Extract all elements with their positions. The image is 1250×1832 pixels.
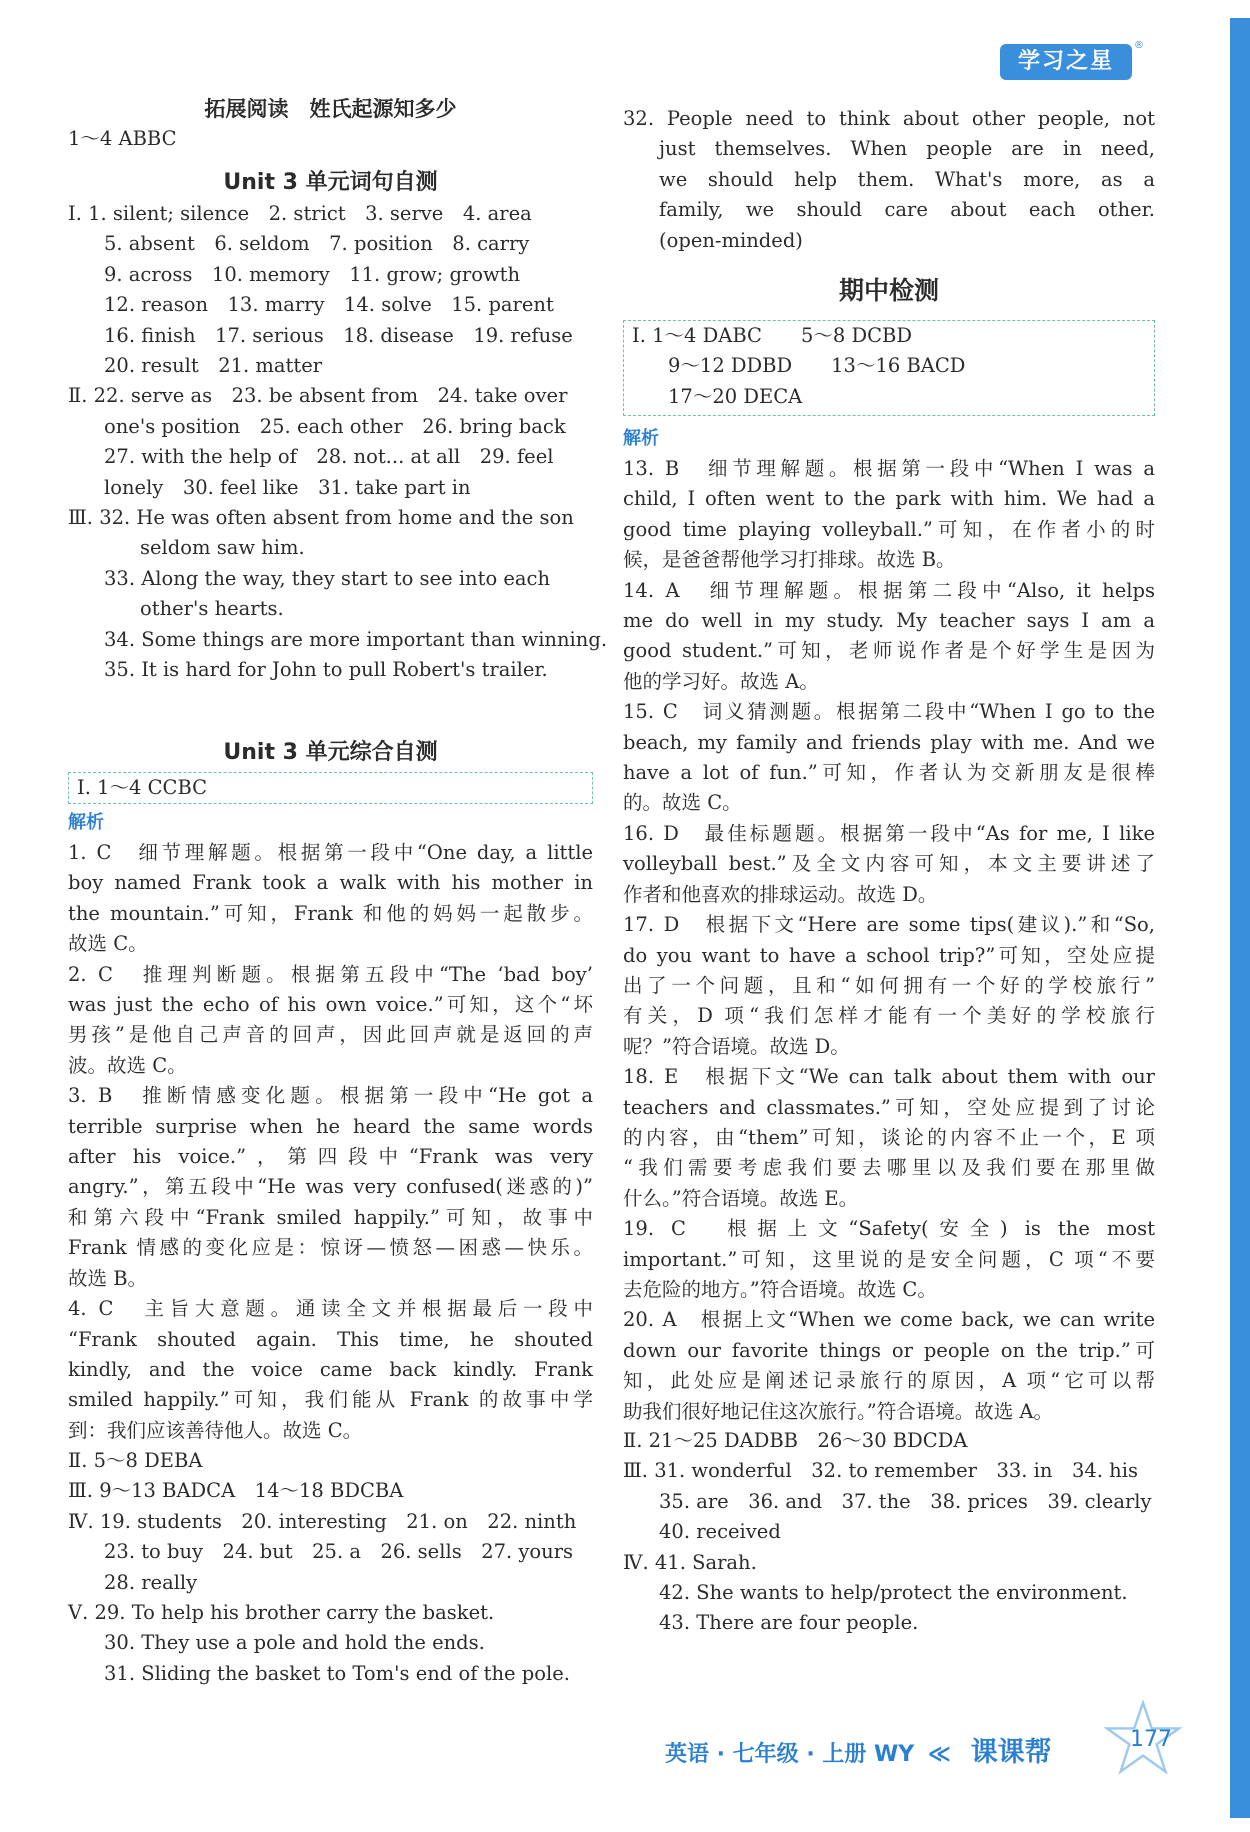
vocab-line: one's position 25. each other 26. bring back bbox=[104, 414, 566, 438]
explain-line: 13. B 细节理解题。根据第一段中“When I was a bbox=[623, 457, 1155, 480]
vocab-line: 20. result 21. matter bbox=[104, 354, 323, 378]
answer-line: 32. People need to think about other people, not bbox=[623, 107, 1155, 130]
answer-line: 31. Sliding the basket to Tom's end of the pole. bbox=[104, 1661, 570, 1685]
explain-line: child, I often went to the park with him. We had a bbox=[623, 487, 1155, 511]
side-color-bar bbox=[1230, 18, 1250, 1818]
explain-line: 20. A 根据上文“When we come back, we can write bbox=[623, 1308, 1155, 1332]
explain-line: good time playing volleyball.”可知，在作者小的时 bbox=[623, 517, 1155, 541]
answer-line: 9～12 DDBD 13～16 BACD bbox=[668, 354, 966, 378]
vocab-section bbox=[68, 199, 608, 686]
explain-line: 去危险的地方。”符合语境。故选 C。 bbox=[623, 1277, 937, 1301]
vocab-line: 34. Some things are more important than winning. bbox=[104, 627, 608, 651]
explain-line: 3. B 推断情感变化题。根据第一段中“He got a bbox=[68, 1084, 593, 1108]
explain-line: terrible surprise when he heard the same words bbox=[68, 1114, 593, 1138]
answer-line: Ⅴ. 29. To help his brother carry the basket. bbox=[68, 1601, 495, 1625]
comp-explanations bbox=[68, 838, 593, 1446]
explain-line: me do well in my study. My teacher says I am a bbox=[623, 609, 1155, 633]
right-top-answer bbox=[623, 104, 1155, 256]
explain-line: 助我们很好地记住这次旅行。”符合语境。故选 A。 bbox=[623, 1399, 1054, 1423]
answer-line: family, we should care about each other. bbox=[659, 198, 1155, 222]
answer-line: 23. to buy 24. but 25. a 26. sells 27. yours bbox=[104, 1540, 574, 1564]
comp-answer-box: Ⅰ. 1～4 CCBC bbox=[68, 772, 593, 804]
midterm-explanations bbox=[623, 454, 1155, 1427]
explain-line: beach, my family and friends play with me. And we bbox=[623, 730, 1155, 754]
registered-mark: ® bbox=[1134, 40, 1144, 51]
answer-line: Ⅲ. 9～13 BADCA 14～18 BDCBA bbox=[68, 1479, 404, 1503]
page-footer bbox=[665, 1730, 1058, 1769]
reading-answer: 1～4 ABBC bbox=[68, 127, 177, 150]
vocab-title: Unit 3 单元词句自测 bbox=[223, 170, 438, 195]
explain-line: Frank 情感的变化应是：惊讶—愤怒—困惑—快乐。 bbox=[68, 1236, 593, 1260]
answer-line: just themselves. When people are in need, bbox=[659, 137, 1155, 161]
explain-line: the mountain.”可知，Frank 和他的妈妈一起散步。 bbox=[68, 901, 593, 925]
vocab-line: 5. absent 6. seldom 7. position 8. carry bbox=[104, 232, 530, 256]
explain-line: 波。故选 C。 bbox=[68, 1053, 187, 1077]
explain-line: 故选 C。 bbox=[68, 932, 148, 956]
midterm-answer-box bbox=[623, 320, 1155, 416]
vocab-line: 33. Along the way, they start to see into each bbox=[104, 566, 551, 590]
answer-line: 40. received bbox=[659, 1520, 781, 1544]
explain-line: 什么。”符合语境。故选 E。 bbox=[623, 1186, 859, 1210]
answer-line: 35. are 36. and 37. the 38. prices 39. clearly bbox=[659, 1489, 1152, 1513]
answer-line: we should help them. What's more, as a bbox=[659, 167, 1155, 191]
double-arrow-icon: ≪ bbox=[927, 1742, 951, 1767]
explain-line: volleyball best.”及全文内容可知，本文主要讲述了 bbox=[623, 852, 1155, 876]
vocab-line: 27. with the help of 28. not... at all 29. feel bbox=[104, 445, 554, 469]
explain-line: 17. D 根据下文“Here are some tips(建议).”和“So, bbox=[623, 913, 1155, 937]
brand-name: 课课帮 bbox=[970, 1737, 1052, 1768]
answer-line: 43. There are four people. bbox=[659, 1611, 919, 1635]
explain-line: 故选 B。 bbox=[68, 1266, 148, 1290]
explain-line: 的。故选 C。 bbox=[623, 791, 742, 815]
explain-line: 呢？”符合语境。故选 D。 bbox=[623, 1034, 850, 1058]
vocab-line: Ⅱ. 22. serve as 23. be absent from 24. take over bbox=[68, 384, 568, 408]
explain-line: important.”可知，这里说的是安全问题，C 项“不要 bbox=[623, 1247, 1155, 1271]
vocab-line: 9. across 10. memory 11. grow; growth bbox=[104, 262, 521, 286]
answer-line: Ⅱ. 5～8 DEBA bbox=[68, 1449, 203, 1472]
explain-line: “Frank shouted again. This time, he shouted bbox=[68, 1327, 593, 1351]
vocab-line: 16. finish 17. serious 18. disease 19. refuse bbox=[104, 323, 573, 347]
vocab-line: 35. It is hard for John to pull Robert's trailer. bbox=[104, 658, 548, 682]
vocab-line: 12. reason 13. marry 14. solve 15. parent bbox=[104, 293, 554, 317]
explain-line: “我们需要考虑我们要去哪里以及我们要在那里做 bbox=[623, 1156, 1155, 1180]
vocab-line: Ⅰ. 1. silent; silence 2. strict 3. serve 4. area bbox=[68, 202, 532, 225]
explain-line: after his voice.”，第四段中“Frank was very bbox=[68, 1145, 593, 1169]
vocab-line: lonely 30. feel like 31. take part in bbox=[104, 475, 471, 499]
explain-line: 1. C 细节理解题。根据第一段中“One day, a little bbox=[68, 841, 593, 864]
answer-line: 30. They use a pole and hold the ends. bbox=[104, 1631, 485, 1655]
answer-line: Ⅳ. 41. Sarah. bbox=[623, 1550, 757, 1574]
explain-line: 他的学习好。故选 A。 bbox=[623, 669, 819, 693]
vocab-line: seldom saw him. bbox=[140, 536, 305, 560]
explain-line: 和第六段中“Frank smiled happily.”可知，故事中 bbox=[68, 1205, 593, 1229]
explain-line: teachers and classmates.”可知，空处应提到了讨论 bbox=[623, 1095, 1155, 1119]
explain-line: 候，是爸爸帮他学习打排球。故选 B。 bbox=[623, 548, 956, 572]
explain-line: 2. C 推理判断题。根据第五段中“The ‘bad boy’ bbox=[68, 962, 593, 986]
explain-line: kindly, and the voice came back kindly. Frank bbox=[68, 1357, 593, 1381]
midterm-title: 期中检测 bbox=[838, 276, 939, 305]
explain-line: angry.”，第五段中“He was very confused(迷惑的)” bbox=[68, 1175, 593, 1199]
explain-line: 14. A 细节理解题。根据第二段中“Also, it helps bbox=[623, 578, 1155, 602]
reading-title: 拓展阅读 姓氏起源知多少 bbox=[204, 97, 457, 121]
explain-line: was just the echo of his own voice.”可知，这个“坏 bbox=[68, 993, 593, 1017]
explain-line: down our favorite things or people on the trip.”可 bbox=[623, 1338, 1155, 1362]
brand-logo: 学习之星 bbox=[1000, 44, 1132, 80]
answer-line: 42. She wants to help/protect the environment. bbox=[659, 1581, 1128, 1605]
answer-line: Ⅲ. 31. wonderful 32. to remember 33. in 34. his bbox=[623, 1459, 1138, 1483]
explain-line: 18. E 根据下文“We can talk about them with our bbox=[623, 1065, 1155, 1089]
answer-line: 17～20 DECA bbox=[668, 384, 803, 408]
explain-line: do you want to have a school trip?”可知，空处应提 bbox=[623, 943, 1155, 967]
explain-line: 知，此处应是阐述记录旅行的原因，A 项“它可以帮 bbox=[623, 1369, 1155, 1393]
answer-line: Ⅰ. 1～4 DABC 5～8 DCBD bbox=[632, 324, 912, 347]
explain-line: 出了一个问题，且和“如何拥有一个好的学校旅行” bbox=[623, 973, 1155, 997]
explain-line: have a lot of fun.”可知，作者认为交新朋友是很棒 bbox=[623, 761, 1155, 785]
analysis-label: 解析 bbox=[623, 428, 659, 449]
answer-line: Ⅳ. 19. students 20. interesting 21. on 22. ninth bbox=[68, 1509, 577, 1533]
answer-line: 28. really bbox=[104, 1570, 198, 1594]
midterm-tail-answers bbox=[623, 1426, 1155, 1639]
comp-title: Unit 3 单元综合自测 bbox=[223, 740, 438, 765]
explain-line: 的内容，由“them”可知，谈论的内容不止一个，E 项 bbox=[623, 1125, 1155, 1149]
explain-line: 4. C 主旨大意题。通读全文并根据最后一段中 bbox=[68, 1297, 593, 1321]
explain-line: smiled happily.”可知，我们能从 Frank 的故事中学 bbox=[68, 1388, 593, 1412]
explain-line: boy named Frank took a walk with his mother in bbox=[68, 871, 593, 895]
subject-label: 英语 · 七年级 · 上册 WY bbox=[665, 1742, 915, 1767]
explain-line: 15. C 词义猜测题。根据第二段中“When I go to the bbox=[623, 700, 1155, 724]
explain-line: 作者和他喜欢的排球运动。故选 D。 bbox=[623, 882, 938, 906]
answer-line: Ⅱ. 21～25 DADBB 26～30 BDCDA bbox=[623, 1429, 968, 1452]
explain-line: good student.”可知，老师说作者是个好学生是因为 bbox=[623, 639, 1155, 663]
explain-line: 16. D 最佳标题题。根据第一段中“As for me, I like bbox=[623, 821, 1155, 845]
explain-line: 男孩”是他自己声音的回声，因此回声就是返回的声 bbox=[68, 1023, 593, 1047]
explain-line: 到：我们应该善待他人。故选 C。 bbox=[68, 1418, 363, 1442]
page-number: 177 bbox=[1130, 1727, 1172, 1752]
vocab-line: Ⅲ. 32. He was often absent from home and the son bbox=[68, 506, 574, 530]
explain-line: 有关，D 项“我们怎样才能有一个美好的学校旅行 bbox=[623, 1004, 1155, 1028]
answer-line: (open-minded) bbox=[659, 228, 803, 252]
vocab-line: other's hearts. bbox=[140, 597, 284, 621]
explain-line: 19. C 根据上文“Safety(安全) is the most bbox=[623, 1217, 1155, 1241]
analysis-label: 解析 bbox=[68, 812, 104, 833]
comp-tail-answers bbox=[68, 1446, 593, 1689]
